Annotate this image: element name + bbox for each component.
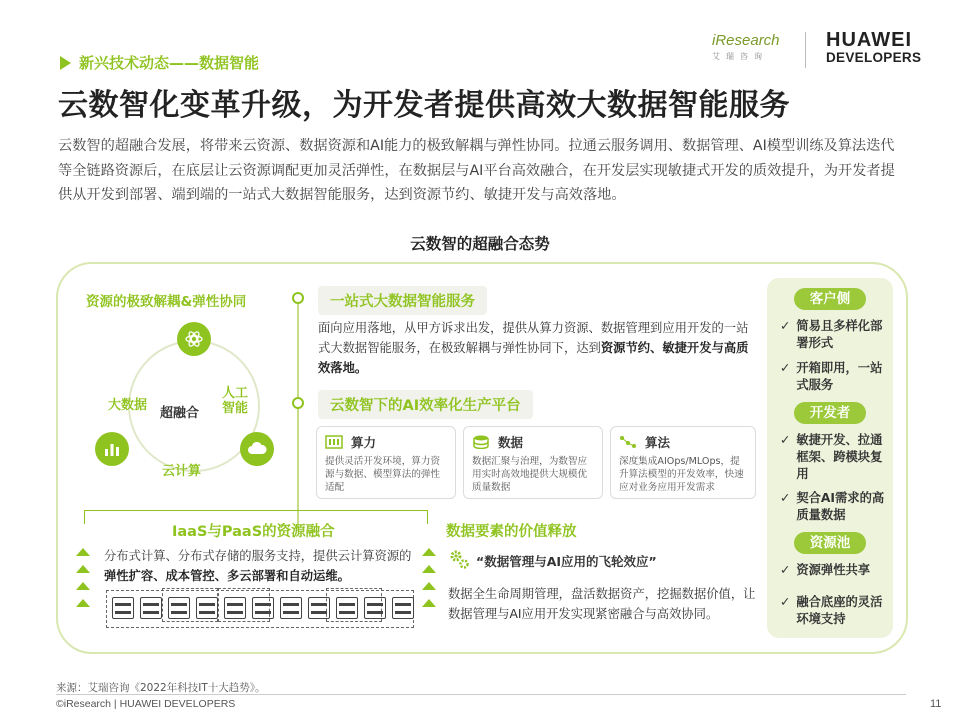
bar-chart-icon — [95, 432, 129, 466]
right-item — [780, 490, 892, 524]
card-header — [619, 433, 747, 451]
one-stop-title: 一站式大数据智能服务 — [318, 286, 487, 315]
developers-logo-text: DEVELOPERS — [826, 50, 922, 65]
badge-resource-pool: 资源池 — [794, 532, 866, 554]
value-title: 数据要素的价值释放 — [446, 524, 577, 540]
arrow-up-icon — [76, 582, 90, 590]
check-icon: ✓ — [780, 319, 791, 333]
server-icon — [392, 597, 414, 619]
timeline-dot — [292, 292, 304, 304]
right-item-text: 融合底座的灵活环境支持 — [796, 595, 883, 626]
check-icon: ✓ — [780, 361, 791, 375]
timeline-line — [297, 298, 299, 528]
card-body: 数据汇聚与治理，为数智应用实时高效地提供大规模优质量数据 — [472, 456, 588, 493]
compute-icon — [325, 435, 343, 449]
card-title: 算力 — [351, 435, 377, 450]
logo-divider — [805, 32, 806, 68]
server-icon — [336, 597, 358, 619]
one-stop-text-plain: 面向应用落地，从甲方诉求出发，提供从算力资源、数据管理到应用开发的一站式大数据智能服务，在极致解耦与弹性协同下，达到 — [318, 321, 749, 355]
server-icon — [140, 597, 162, 619]
value-text: 数据全生命周期管理，盘活数据资产，挖掘数据价值，让数据管理与AI应用开发实现紧密融合与高效协同。 — [448, 587, 756, 621]
server-icon — [112, 597, 134, 619]
cycle-center-label: 超融合 — [160, 406, 200, 421]
check-icon: ✓ — [780, 563, 791, 577]
iaas-title: IaaS与PaaS的资源融合 — [172, 524, 335, 540]
platform-card-compute — [316, 426, 456, 499]
section-tag — [60, 52, 259, 73]
server-icon — [224, 597, 246, 619]
arrow-up-icon — [422, 582, 436, 590]
footer-divider — [56, 694, 906, 695]
source-note: 来源：艾瑞咨询《2022年科技IT十大趋势》。 — [56, 682, 266, 694]
iresearch-logo-text: iResearch — [712, 32, 780, 49]
right-item — [780, 562, 892, 579]
iaas-text-plain: 分布式计算、分布式存储的服务支持，提供云计算资源的 — [104, 549, 412, 563]
server-row — [112, 597, 416, 631]
badge-developer: 开发者 — [794, 402, 866, 424]
arrow-up-icon — [422, 565, 436, 573]
card-title: 数据 — [498, 435, 524, 450]
right-item-text: 开箱即用，一站式服务 — [796, 361, 883, 392]
card-title: 算法 — [645, 435, 671, 450]
cycle-label-ai-line1: 人工 — [222, 386, 249, 401]
cycle-label-ai-line2: 智能 — [222, 401, 249, 416]
card-header — [325, 433, 447, 451]
arrow-up-icon — [76, 548, 90, 556]
check-icon: ✓ — [780, 491, 791, 505]
badge-customer: 客户侧 — [794, 288, 866, 310]
server-icon — [252, 597, 274, 619]
one-stop-text — [318, 318, 758, 378]
footer-copyright: ©iResearch | HUAWEI DEVELOPERS — [56, 698, 236, 710]
arrow-up-icon — [76, 599, 90, 607]
platform-card-data — [463, 426, 603, 499]
triangle-icon — [60, 56, 71, 70]
server-icon — [364, 597, 386, 619]
one-stop-text-bold: 资源节约、敏捷开发与高质效落地。 — [318, 341, 749, 375]
server-icon — [280, 597, 302, 619]
right-item — [780, 318, 892, 352]
iaas-text — [104, 546, 416, 586]
cycle-label-bigdata: 大数据 — [108, 398, 148, 413]
iresearch-logo — [712, 32, 792, 62]
iresearch-logo-sub: 艾瑞咨询 — [712, 52, 768, 61]
server-icon — [168, 597, 190, 619]
card-body: 提供灵活开发环境，算力资源与数据、模型算法的弹性适配 — [325, 456, 441, 493]
server-icon — [308, 597, 330, 619]
right-item — [780, 432, 892, 483]
arrow-up-icon — [76, 565, 90, 573]
page-title: 云数智化变革升级，为开发者提供高效大数据智能服务 — [58, 88, 790, 123]
cycle-label-cloud: 云计算 — [162, 464, 202, 479]
database-icon — [472, 435, 490, 449]
up-arrows-left — [76, 548, 90, 614]
cloud-icon — [240, 432, 274, 466]
right-item-text: 资源弹性共享 — [796, 563, 871, 577]
ai-brain-icon — [177, 322, 211, 356]
cycle-label-ai — [222, 386, 248, 416]
platform-title: 云数智下的AI效率化生产平台 — [318, 390, 533, 419]
figure-title: 云数智的超融合态势 — [410, 235, 550, 253]
right-item-text: 契合AI需求的高质量数据 — [796, 491, 885, 522]
section-tag-text: 新兴技术动态——数据智能 — [79, 54, 260, 72]
timeline-dot — [292, 397, 304, 409]
check-icon: ✓ — [780, 595, 791, 609]
algorithm-icon — [619, 435, 637, 449]
server-icon — [196, 597, 218, 619]
right-item — [780, 360, 892, 394]
page-number: 11 — [930, 698, 942, 710]
huawei-logo-text: HUAWEI — [826, 29, 912, 51]
gears-icon — [448, 548, 470, 574]
card-header — [472, 433, 594, 451]
arrow-up-icon — [422, 548, 436, 556]
card-body: 深度集成AIOps/MLOps，提升算法模型的开发效率，快速应对业务应用开发需求 — [619, 456, 744, 493]
value-quote: “数据管理与AI应用的飞轮效应” — [476, 554, 657, 569]
right-item-text: 简易且多样化部署形式 — [796, 319, 883, 350]
right-item-text: 敏捷开发、拉通框架、跨模块复用 — [796, 433, 883, 481]
iaas-text-bold: 弹性扩容、成本管控、多云部署和自动运维。 — [104, 569, 350, 583]
platform-card-algorithm — [610, 426, 756, 499]
up-arrows-mid — [422, 548, 436, 614]
left-section-title: 资源的极致解耦&弹性协同 — [86, 294, 247, 310]
right-item — [780, 594, 892, 628]
intro-paragraph: 云数智的超融合发展，将带来云资源、数据资源和AI能力的极致解耦与弹性协同。拉通云服务调用、数据管理、AI模型训练及算法迭代等全链路资源后，在底层让云资源调配更加灵活弹性，在数据层与AI平台高效融合，在开发层实现敏捷式开发的质效提升，为开发者提供从开发到部署、端到端的一站式大数据智能服务，达到资源节约、敏捷开发与高效落地。 — [58, 138, 895, 203]
huawei-developers-logo — [826, 30, 921, 65]
arrow-up-icon — [422, 599, 436, 607]
check-icon: ✓ — [780, 433, 791, 447]
